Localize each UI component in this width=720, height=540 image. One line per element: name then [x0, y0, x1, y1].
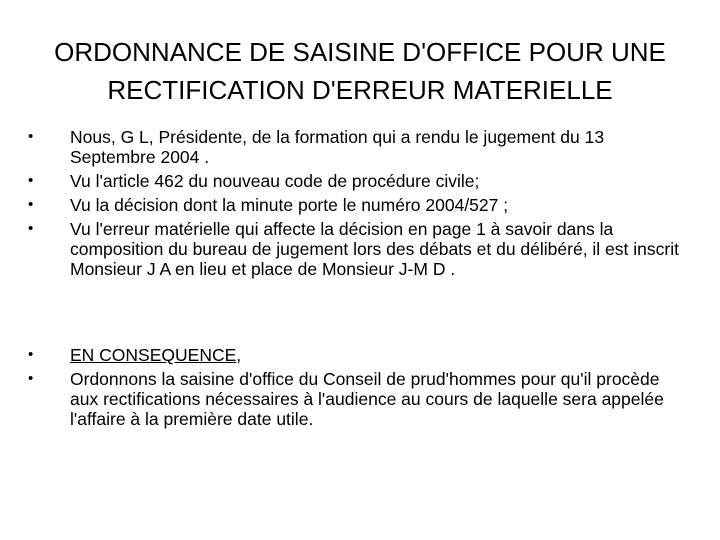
- list-item: [28, 195, 688, 215]
- title-line-2: RECTIFICATION D'ERREUR MATERIELLE: [107, 75, 613, 105]
- recital-text: Vu l'article 462 du nouveau code de procédure civile;: [70, 171, 480, 191]
- title-line-1: ORDONNANCE DE SAISINE D'OFFICE POUR UNE: [54, 37, 666, 67]
- order-text: Ordonnons la saisine d'office du Conseil de prud'hommes pour qu'il procède aux rectifications nécessaires à l'audience au cours de laquelle sera appelée l'affaire à la première date utile.: [70, 369, 664, 429]
- bullet-icon: •: [28, 128, 34, 145]
- list-item: [28, 219, 688, 279]
- consequence-suffix: ,: [236, 345, 242, 365]
- list-item: [28, 171, 688, 191]
- recitals-list: [28, 127, 688, 283]
- bullet-icon: •: [28, 346, 34, 363]
- list-item: [28, 369, 688, 429]
- list-item: [28, 127, 688, 167]
- bullet-icon: •: [28, 370, 34, 387]
- recital-text: Vu l'erreur matérielle qui affecte la décision en page 1 à savoir dans la composition du bureau de jugement lors des débats et du délibéré, il est inscrit Monsieur J A en lieu et place de Monsieur J-M D .: [70, 219, 679, 279]
- bullet-icon: •: [28, 196, 34, 213]
- page-title: [36, 33, 684, 109]
- recital-text: Nous, G L, Présidente, de la formation qui a rendu le jugement du 13 Septembre 2004 .: [70, 127, 605, 167]
- bullet-icon: •: [28, 220, 34, 237]
- bullet-icon: •: [28, 172, 34, 189]
- list-item: [28, 345, 688, 365]
- decision-list: [28, 345, 688, 433]
- consequence-heading: EN CONSEQUENCE: [70, 345, 237, 365]
- recital-text: Vu la décision dont la minute porte le numéro 2004/527 ;: [70, 195, 509, 215]
